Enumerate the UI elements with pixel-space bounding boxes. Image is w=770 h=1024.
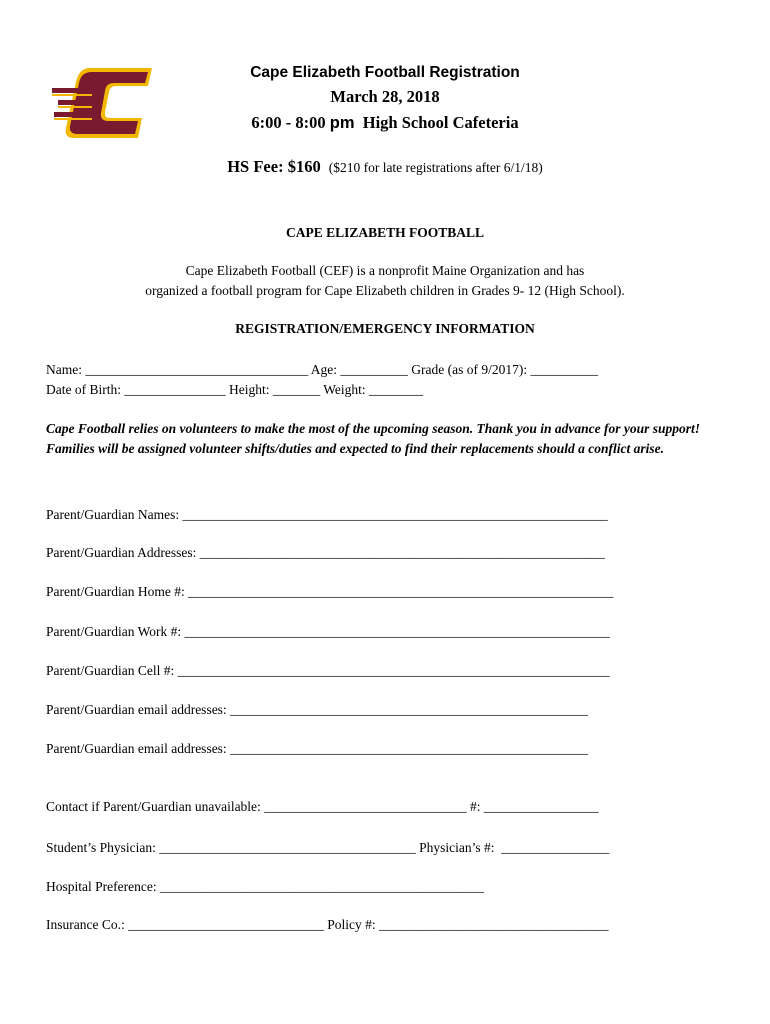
event-date: March 28, 2018 [330,87,440,106]
insurance-policy-field[interactable]: Insurance Co.: _____________________________ Policy #: __________________________________ [46,917,609,932]
emergency-contact-field[interactable]: Contact if Parent/Guardian unavailable: ______________________________ #: _________________ [46,799,599,814]
parent-home-phone-field[interactable]: Parent/Guardian Home #: _______________________________________________________________ [46,584,614,599]
parent-cell-phone-field[interactable]: Parent/Guardian Cell #: ________________________________________________________________ [46,663,610,678]
event-time: 6:00 - 8:00 [251,113,326,132]
event-time-location [0,113,770,133]
event-location: High School Cafeteria [362,113,519,132]
event-time-suffix: pm [329,114,355,132]
physician-field[interactable]: Student’s Physician: ______________________________________ Physician’s #: ________________ [46,840,610,855]
intro-line-2: organized a football program for Cape Elizabeth children in Grades 9- 12 (High School). [145,283,625,298]
parent-addresses-field[interactable]: Parent/Guardian Addresses: ____________________________________________________________ [46,545,605,560]
registration-heading: REGISTRATION/EMERGENCY INFORMATION [235,321,535,336]
volunteer-note: Cape Football relies on volunteers to make the most of the upcoming season. Thank you in advance for your support! Families will be assigned volunteer shifts/duties and expected to find their replacements should a conflict arise. [46,421,701,456]
form-title: Cape Elizabeth Football Registration [250,64,520,81]
parent-email-field-1[interactable]: Parent/Guardian email addresses: _____________________________________________________ [46,702,588,717]
name-age-grade-field[interactable]: Name: _________________________________ Age: __________ Grade (as of 9/2017): __________ [46,362,598,377]
parent-email-field-2[interactable]: Parent/Guardian email addresses: _____________________________________________________ [46,741,588,756]
intro-paragraph [0,261,770,301]
dob-height-weight-field[interactable]: Date of Birth: _______________ Height: _______ Weight: ________ [46,382,424,397]
hospital-preference-field[interactable]: Hospital Preference: ________________________________________________ [46,879,484,894]
fee-line [0,157,770,177]
intro-line-1: Cape Elizabeth Football (CEF) is a nonprofit Maine Organization and has [185,263,585,278]
org-heading: CAPE ELIZABETH FOOTBALL [285,225,485,240]
parent-names-field[interactable]: Parent/Guardian Names: _______________________________________________________________ [46,507,608,522]
late-fee-note: ($210 for late registrations after 6/1/18) [328,160,543,175]
hs-fee: HS Fee: $160 [227,157,321,176]
parent-work-phone-field[interactable]: Parent/Guardian Work #: _______________________________________________________________ [46,624,610,639]
